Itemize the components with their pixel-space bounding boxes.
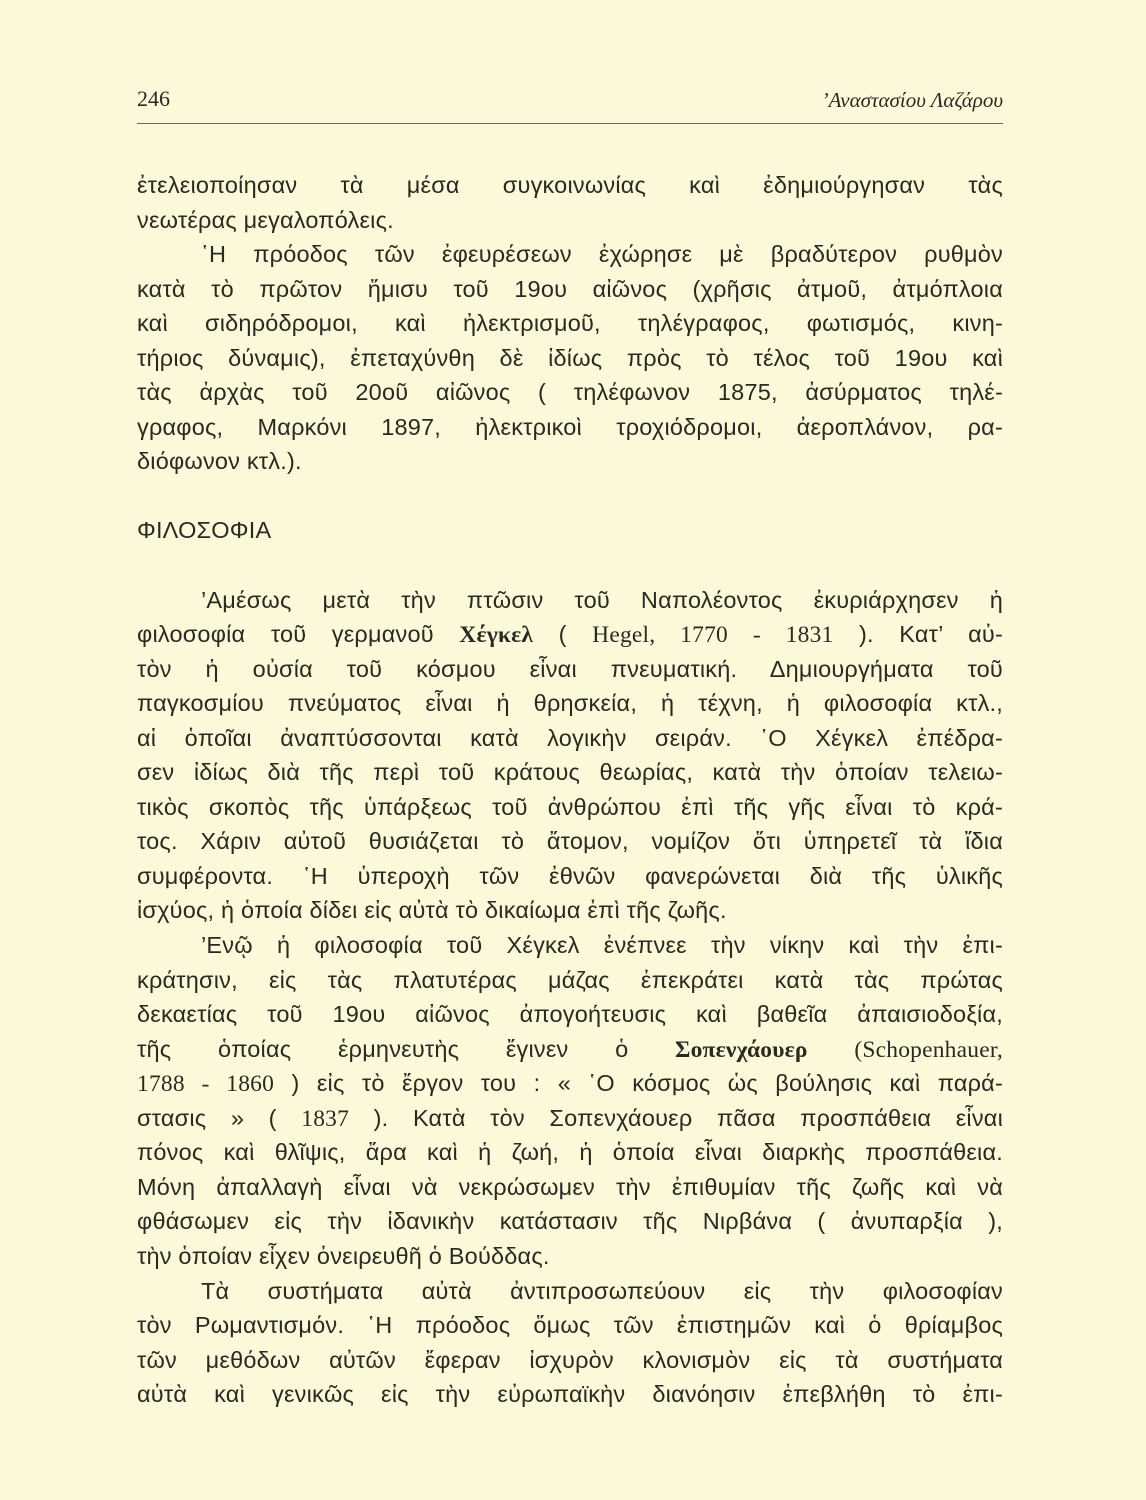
text-segment: τὰς ἀρχὰς τοῦ 20οῦ αἰῶνος ( τηλέφωνον 1875, ἀσύρματος τηλέ- [137, 379, 1003, 406]
paragraph [137, 1274, 1003, 1412]
text-line [137, 341, 1003, 376]
text-line [137, 928, 1003, 963]
text-segment: στασις » ( [137, 1104, 302, 1131]
text-segment: τικὸς σκοπὸς τῆς ὑπάρξεως τοῦ ἀνθρώπου ἐπὶ τῆς γῆς εἶναι τὸ κρά- [137, 793, 1003, 820]
text-segment: Τὰ συστήματα αὐτὰ ἀντιπροσωπεύουν εἰς τὴν φιλοσοφίαν [201, 1277, 1003, 1304]
text-line [137, 203, 1003, 238]
text-line [137, 444, 1003, 479]
running-title: ’Αναστασίου Λαζάρου [821, 88, 1003, 112]
text-line [137, 1308, 1003, 1343]
text-segment: ἰσχύος, ἡ ὁποία δίδει εἰς αὐτὰ τὸ δικαίωμα ἐπὶ τῆς ζωῆς. [137, 897, 727, 924]
text-segment: τήριος δύναμις), ἐπεταχύνθη δὲ ἰδίως πρὸς τὸ τέλος τοῦ 19ου καὶ [137, 344, 1003, 371]
text-segment: γραφος, Μαρκόνι 1897, ἠλεκτρικοὶ τροχιόδρομοι, ἀεροπλάνον, ρα- [137, 413, 1003, 440]
text-line [137, 1032, 1003, 1067]
text-segment [808, 1036, 855, 1062]
text-segment: τος. Χάριν αὐτοῦ θυσιάζεται τὸ ἄτομον, νομίζον ὅτι ὑπηρετεῖ τὰ ἴδια [137, 828, 1003, 855]
serif-text: 1788 - 1860 [137, 1071, 275, 1098]
text-line [137, 1101, 1003, 1136]
text-line [137, 1066, 1003, 1101]
text-segment: ’Ενῷ ἡ φιλοσοφία τοῦ Χέγκελ ἐνέπνεε τὴν νίκην καὶ τὴν ἐπι- [201, 932, 1003, 959]
text-line [137, 272, 1003, 307]
serif-text: Hegel, 1770 - 1831 [592, 622, 834, 649]
text-line [137, 1274, 1003, 1309]
spacer [137, 479, 1003, 514]
text-segment: τὸν Ρωμαντισμόν. ῾Η πρόοδος ὅμως τῶν ἐπιστημῶν καὶ ὁ θρίαμβος [137, 1312, 1003, 1339]
text-line [137, 1377, 1003, 1412]
text-segment: δεκαετίας τοῦ 19ου αἰῶνος ἀπογοήτευσις καὶ βαθεῖα ἀπαισιοδοξία, [137, 1001, 1003, 1028]
text-line [137, 1170, 1003, 1205]
bold-name: Χέγκελ [459, 622, 534, 649]
text-segment: κατὰ τὸ πρῶτον ἥμισυ τοῦ 19ου αἰῶνος (χρῆσις ἀτμοῦ, ἀτμόπλοια [137, 275, 1003, 302]
text-line [137, 306, 1003, 341]
text-line [137, 859, 1003, 894]
text-segment: τὴν ὁποίαν εἶχεν ὀνειρευθῆ ὁ Βούδδας. [137, 1242, 550, 1269]
text-segment: φιλοσοφία τοῦ γερμανοῦ [137, 621, 460, 648]
text-segment: νεωτέρας μεγαλοπόλεις. [137, 206, 394, 233]
page-header [137, 86, 1003, 116]
paragraph [137, 928, 1003, 1273]
text-segment: ). Κατ’ αὐ- [833, 621, 1004, 648]
text-segment: ’Αμέσως μετὰ τὴν πτῶσιν τοῦ Ναπολέοντος ἐκυριάρχησεν ἡ [201, 586, 1003, 613]
text-segment: καὶ σιδηρόδρομοι, καὶ ἠλεκτρισμοῦ, τηλέγραφος, φωτισμός, κινη- [137, 310, 1003, 337]
paragraph [137, 583, 1003, 928]
text-segment: τῆς ὁποίας ἑρμηνευτὴς ἔγινεν ὁ [137, 1035, 676, 1062]
text-segment: Μόνη ἀπαλλαγὴ εἶναι νὰ νεκρώσωμεν τὴν ἐπιθυμίαν τῆς ζωῆς καὶ νὰ [137, 1173, 1003, 1200]
text-segment: ( [533, 621, 593, 648]
text-segment: παγκοσμίου πνεύματος εἶναι ἡ θρησκεία, ἡ τέχνη, ἡ φιλοσοφία κτλ., [137, 690, 1003, 717]
paragraph [137, 237, 1003, 479]
text-line [137, 1343, 1003, 1378]
page-body [137, 168, 1003, 1412]
page-number: 246 [137, 86, 170, 111]
text-line [137, 617, 1003, 652]
text-line [137, 686, 1003, 721]
text-segment: σεν ἰδίως διὰ τῆς περὶ τοῦ κράτους θεωρίας, κατὰ τὴν ὁποίαν τελειω- [137, 759, 1003, 786]
text-segment: ) εἰς τὸ ἔργον του : « ῾Ο κόσμος ὡς βούλησις καὶ παρά- [274, 1070, 1003, 1097]
text-line [137, 824, 1003, 859]
text-segment: τὸν ἡ οὐσία τοῦ κόσμου εἶναι πνευματική. Δημιουργήματα τοῦ [137, 655, 1003, 682]
text-line [137, 755, 1003, 790]
text-segment: πόνος καὶ θλῖψις, ἄρα καὶ ἡ ζωή, ἡ ὁποία εἶναι διαρκὴς προσπάθεια. [137, 1139, 1003, 1166]
section-heading: ΦΙΛΟΣΟΦΙΑ [137, 517, 272, 544]
text-line [137, 1204, 1003, 1239]
spacer [137, 548, 1003, 583]
text-line [137, 168, 1003, 203]
serif-text: 1837 [301, 1105, 350, 1132]
text-line [137, 410, 1003, 445]
header-rule [137, 123, 1003, 124]
text-line [137, 790, 1003, 825]
text-line [137, 583, 1003, 618]
text-segment: αἱ ὁποῖαι ἀναπτύσσονται κατὰ λογικὴν σειράν. ῾Ο Χέγκελ ἐπέδρα- [137, 724, 1003, 751]
serif-text: (Schopenhauer, [854, 1036, 1003, 1063]
text-line [137, 652, 1003, 687]
text-segment: ἐτελειοποίησαν τὰ μέσα συγκοινωνίας καὶ ἐδημιούργησαν τὰς [137, 172, 1003, 198]
text-line [137, 375, 1003, 410]
text-line [137, 237, 1003, 272]
text-line [137, 997, 1003, 1032]
text-segment: τῶν μεθόδων αὐτῶν ἔφεραν ἰσχυρὸν κλονισμὸν εἰς τὰ συστήματα [137, 1346, 1003, 1373]
bold-name: Σοπενχάουερ [675, 1036, 808, 1063]
text-segment: αὐτὰ καὶ γενικῶς εἰς τὴν εὐρωπαϊκὴν διανόησιν ἐπεβλήθη τὸ ἐπι- [137, 1381, 1003, 1408]
text-segment: κράτησιν, εἰς τὰς πλατυτέρας μάζας ἐπεκράτει κατὰ τὰς πρώτας [137, 966, 1003, 993]
text-line [137, 963, 1003, 998]
text-line [137, 1239, 1003, 1274]
text-segment: ). Κατὰ τὸν Σοπενχάουερ πᾶσα προσπάθεια εἶναι [349, 1104, 1003, 1131]
text-segment: ῾Η πρόοδος τῶν ἐφευρέσεων ἐχώρησε μὲ βραδύτερον ρυθμὸν [201, 241, 1003, 268]
text-segment: φθάσωμεν εἰς τὴν ἰδανικὴν κατάστασιν τῆς Νιρβάνα ( ἀνυπαρξία ), [137, 1208, 1003, 1235]
text-line [137, 893, 1003, 928]
text-segment: συμφέροντα. ῾Η ὑπεροχὴ τῶν ἐθνῶν φανερώνεται διὰ τῆς ὑλικῆς [137, 862, 1003, 889]
text-line [137, 721, 1003, 756]
text-line [137, 1135, 1003, 1170]
text-segment: διόφωνον κτλ.). [137, 448, 302, 475]
paragraph [137, 168, 1003, 237]
